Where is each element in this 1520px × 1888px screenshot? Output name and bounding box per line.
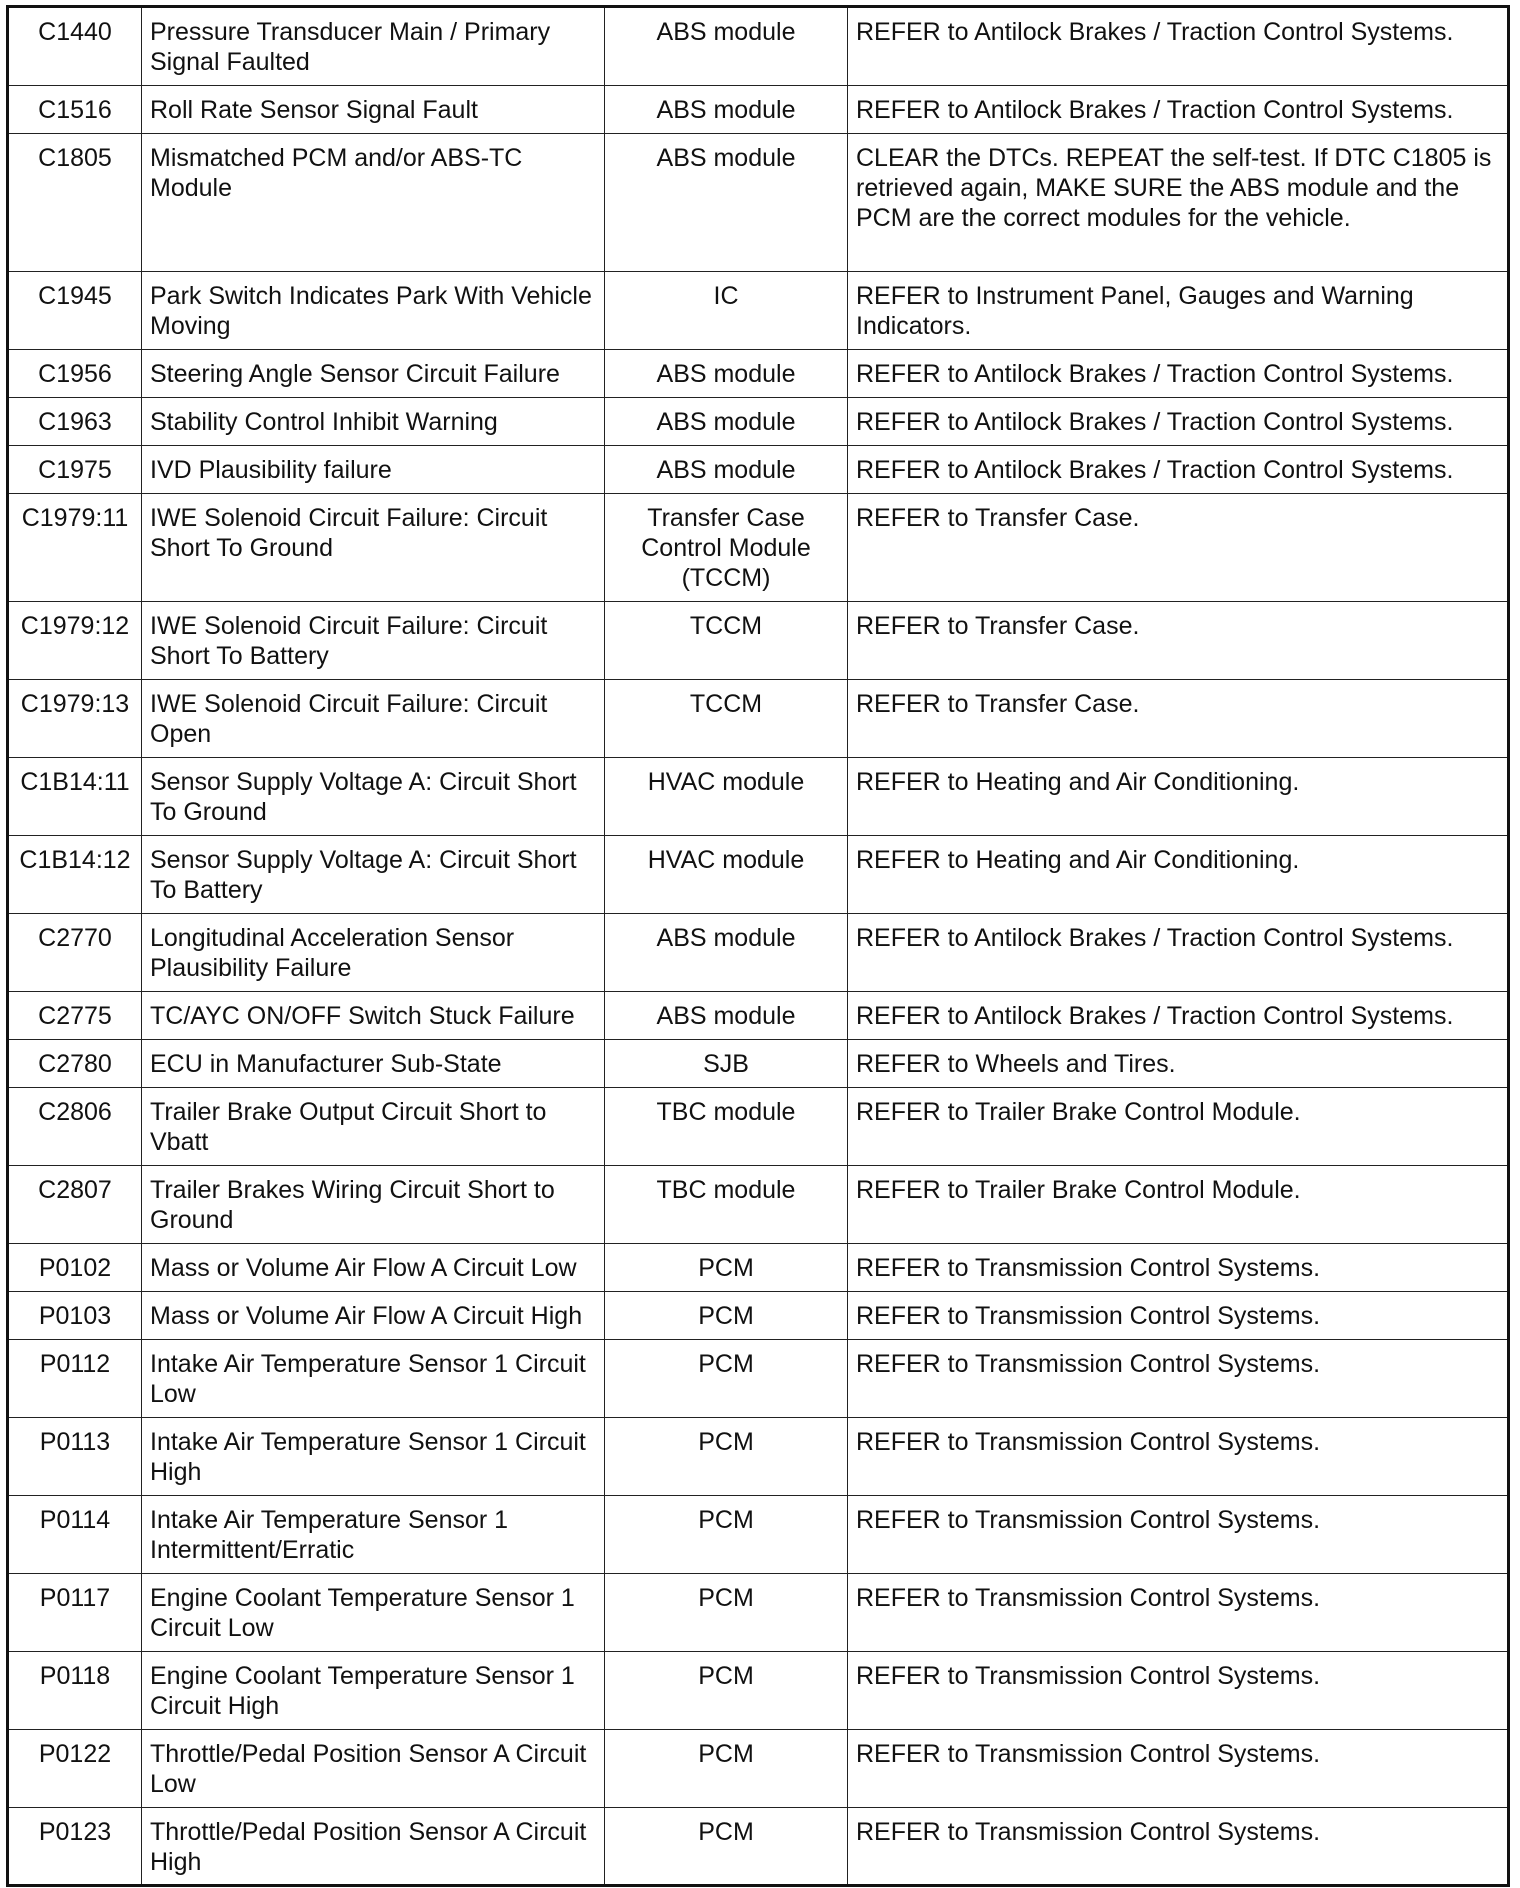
table-row bbox=[8, 1340, 1509, 1418]
table-row bbox=[8, 1244, 1509, 1292]
table-row bbox=[8, 1166, 1509, 1244]
description-cell: Sensor Supply Voltage A: Circuit Short To Battery bbox=[142, 836, 605, 914]
dtc-code-cell: C1979:13 bbox=[8, 680, 142, 758]
module-cell: ABS module bbox=[605, 350, 848, 398]
module-cell: ABS module bbox=[605, 992, 848, 1040]
action-cell: REFER to Transmission Control Systems. bbox=[848, 1292, 1509, 1340]
description-cell: Mass or Volume Air Flow A Circuit High bbox=[142, 1292, 605, 1340]
description-cell: Roll Rate Sensor Signal Fault bbox=[142, 86, 605, 134]
dtc-code-cell: C1516 bbox=[8, 86, 142, 134]
dtc-code-cell: C1B14:12 bbox=[8, 836, 142, 914]
table-row bbox=[8, 836, 1509, 914]
module-cell: ABS module bbox=[605, 134, 848, 272]
dtc-code-cell: P0123 bbox=[8, 1808, 142, 1886]
table-row bbox=[8, 446, 1509, 494]
description-cell: Engine Coolant Temperature Sensor 1 Circuit High bbox=[142, 1652, 605, 1730]
description-cell: IWE Solenoid Circuit Failure: Circuit Open bbox=[142, 680, 605, 758]
table-row bbox=[8, 1292, 1509, 1340]
table-row bbox=[8, 398, 1509, 446]
action-cell: REFER to Transfer Case. bbox=[848, 602, 1509, 680]
dtc-code-cell: C1975 bbox=[8, 446, 142, 494]
description-cell: Engine Coolant Temperature Sensor 1 Circuit Low bbox=[142, 1574, 605, 1652]
action-cell: REFER to Antilock Brakes / Traction Control Systems. bbox=[848, 992, 1509, 1040]
action-cell: REFER to Wheels and Tires. bbox=[848, 1040, 1509, 1088]
table-row bbox=[8, 992, 1509, 1040]
table-row bbox=[8, 272, 1509, 350]
table-row bbox=[8, 602, 1509, 680]
module-cell: PCM bbox=[605, 1574, 848, 1652]
dtc-code-cell: C2780 bbox=[8, 1040, 142, 1088]
dtc-code-cell: C2806 bbox=[8, 1088, 142, 1166]
dtc-code-cell: P0102 bbox=[8, 1244, 142, 1292]
dtc-code-cell: C1440 bbox=[8, 7, 142, 86]
action-cell: REFER to Heating and Air Conditioning. bbox=[848, 758, 1509, 836]
action-cell: REFER to Transfer Case. bbox=[848, 680, 1509, 758]
action-cell: REFER to Antilock Brakes / Traction Control Systems. bbox=[848, 446, 1509, 494]
dtc-code-cell: P0117 bbox=[8, 1574, 142, 1652]
action-cell: REFER to Transmission Control Systems. bbox=[848, 1652, 1509, 1730]
module-cell: PCM bbox=[605, 1652, 848, 1730]
module-cell: PCM bbox=[605, 1244, 848, 1292]
dtc-table bbox=[6, 5, 1510, 1887]
module-cell: ABS module bbox=[605, 86, 848, 134]
description-cell: Pressure Transducer Main / Primary Signal Faulted bbox=[142, 7, 605, 86]
dtc-code-cell: C2807 bbox=[8, 1166, 142, 1244]
dtc-code-cell: C1B14:11 bbox=[8, 758, 142, 836]
dtc-code-cell: P0103 bbox=[8, 1292, 142, 1340]
dtc-code-cell: P0113 bbox=[8, 1418, 142, 1496]
module-cell: SJB bbox=[605, 1040, 848, 1088]
description-cell: Intake Air Temperature Sensor 1 Intermittent/Erratic bbox=[142, 1496, 605, 1574]
description-cell: Intake Air Temperature Sensor 1 Circuit High bbox=[142, 1418, 605, 1496]
action-cell: REFER to Antilock Brakes / Traction Control Systems. bbox=[848, 86, 1509, 134]
action-cell: REFER to Antilock Brakes / Traction Control Systems. bbox=[848, 350, 1509, 398]
description-cell: IVD Plausibility failure bbox=[142, 446, 605, 494]
action-cell: REFER to Trailer Brake Control Module. bbox=[848, 1088, 1509, 1166]
description-cell: Mismatched PCM and/or ABS-TC Module bbox=[142, 134, 605, 272]
module-cell: TCCM bbox=[605, 602, 848, 680]
module-cell: PCM bbox=[605, 1292, 848, 1340]
action-cell: REFER to Transmission Control Systems. bbox=[848, 1574, 1509, 1652]
table-row bbox=[8, 914, 1509, 992]
table-row bbox=[8, 1088, 1509, 1166]
table-row bbox=[8, 758, 1509, 836]
dtc-table-body bbox=[8, 7, 1509, 1886]
description-cell: Intake Air Temperature Sensor 1 Circuit Low bbox=[142, 1340, 605, 1418]
module-cell: HVAC module bbox=[605, 836, 848, 914]
description-cell: ECU in Manufacturer Sub-State bbox=[142, 1040, 605, 1088]
action-cell: REFER to Transmission Control Systems. bbox=[848, 1244, 1509, 1292]
description-cell: IWE Solenoid Circuit Failure: Circuit Short To Ground bbox=[142, 494, 605, 602]
table-row bbox=[8, 86, 1509, 134]
module-cell: ABS module bbox=[605, 914, 848, 992]
description-cell: Steering Angle Sensor Circuit Failure bbox=[142, 350, 605, 398]
module-cell: ABS module bbox=[605, 7, 848, 86]
description-cell: Mass or Volume Air Flow A Circuit Low bbox=[142, 1244, 605, 1292]
description-cell: IWE Solenoid Circuit Failure: Circuit Short To Battery bbox=[142, 602, 605, 680]
table-row bbox=[8, 350, 1509, 398]
action-cell: REFER to Antilock Brakes / Traction Control Systems. bbox=[848, 7, 1509, 86]
action-cell: REFER to Antilock Brakes / Traction Control Systems. bbox=[848, 398, 1509, 446]
description-cell: TC/AYC ON/OFF Switch Stuck Failure bbox=[142, 992, 605, 1040]
table-row bbox=[8, 1040, 1509, 1088]
module-cell: PCM bbox=[605, 1418, 848, 1496]
dtc-code-cell: C1979:12 bbox=[8, 602, 142, 680]
module-cell: PCM bbox=[605, 1808, 848, 1886]
dtc-code-cell: C1963 bbox=[8, 398, 142, 446]
module-cell: PCM bbox=[605, 1730, 848, 1808]
description-cell: Park Switch Indicates Park With Vehicle Moving bbox=[142, 272, 605, 350]
module-cell: Transfer Case Control Module (TCCM) bbox=[605, 494, 848, 602]
dtc-code-cell: P0122 bbox=[8, 1730, 142, 1808]
dtc-code-cell: C1945 bbox=[8, 272, 142, 350]
module-cell: TBC module bbox=[605, 1166, 848, 1244]
action-cell: REFER to Transmission Control Systems. bbox=[848, 1730, 1509, 1808]
dtc-code-cell: P0118 bbox=[8, 1652, 142, 1730]
dtc-code-cell: C1956 bbox=[8, 350, 142, 398]
module-cell: ABS module bbox=[605, 398, 848, 446]
table-row bbox=[8, 1418, 1509, 1496]
description-cell: Sensor Supply Voltage A: Circuit Short To Ground bbox=[142, 758, 605, 836]
dtc-code-cell: C1979:11 bbox=[8, 494, 142, 602]
table-row bbox=[8, 1808, 1509, 1886]
dtc-code-cell: C2775 bbox=[8, 992, 142, 1040]
action-cell: REFER to Trailer Brake Control Module. bbox=[848, 1166, 1509, 1244]
module-cell: ABS module bbox=[605, 446, 848, 494]
action-cell: REFER to Transmission Control Systems. bbox=[848, 1496, 1509, 1574]
module-cell: PCM bbox=[605, 1340, 848, 1418]
action-cell: REFER to Instrument Panel, Gauges and Warning Indicators. bbox=[848, 272, 1509, 350]
module-cell: HVAC module bbox=[605, 758, 848, 836]
description-cell: Trailer Brakes Wiring Circuit Short to Ground bbox=[142, 1166, 605, 1244]
table-row bbox=[8, 1730, 1509, 1808]
action-cell: CLEAR the DTCs. REPEAT the self-test. If DTC C1805 is retrieved again, MAKE SURE the ABS module and the PCM are the correct modules for the vehicle. bbox=[848, 134, 1509, 272]
description-cell: Stability Control Inhibit Warning bbox=[142, 398, 605, 446]
table-row bbox=[8, 680, 1509, 758]
module-cell: TBC module bbox=[605, 1088, 848, 1166]
dtc-code-cell: C1805 bbox=[8, 134, 142, 272]
action-cell: REFER to Transmission Control Systems. bbox=[848, 1418, 1509, 1496]
table-row bbox=[8, 134, 1509, 272]
dtc-code-cell: P0114 bbox=[8, 1496, 142, 1574]
module-cell: IC bbox=[605, 272, 848, 350]
dtc-code-cell: C2770 bbox=[8, 914, 142, 992]
action-cell: REFER to Antilock Brakes / Traction Control Systems. bbox=[848, 914, 1509, 992]
action-cell: REFER to Transfer Case. bbox=[848, 494, 1509, 602]
table-row bbox=[8, 1496, 1509, 1574]
module-cell: PCM bbox=[605, 1496, 848, 1574]
description-cell: Trailer Brake Output Circuit Short to Vbatt bbox=[142, 1088, 605, 1166]
table-row bbox=[8, 1574, 1509, 1652]
description-cell: Throttle/Pedal Position Sensor A Circuit High bbox=[142, 1808, 605, 1886]
action-cell: REFER to Transmission Control Systems. bbox=[848, 1340, 1509, 1418]
action-cell: REFER to Heating and Air Conditioning. bbox=[848, 836, 1509, 914]
table-row bbox=[8, 1652, 1509, 1730]
table-row bbox=[8, 494, 1509, 602]
description-cell: Throttle/Pedal Position Sensor A Circuit Low bbox=[142, 1730, 605, 1808]
description-cell: Longitudinal Acceleration Sensor Plausibility Failure bbox=[142, 914, 605, 992]
module-cell: TCCM bbox=[605, 680, 848, 758]
dtc-code-cell: P0112 bbox=[8, 1340, 142, 1418]
table-row bbox=[8, 7, 1509, 86]
action-cell: REFER to Transmission Control Systems. bbox=[848, 1808, 1509, 1886]
